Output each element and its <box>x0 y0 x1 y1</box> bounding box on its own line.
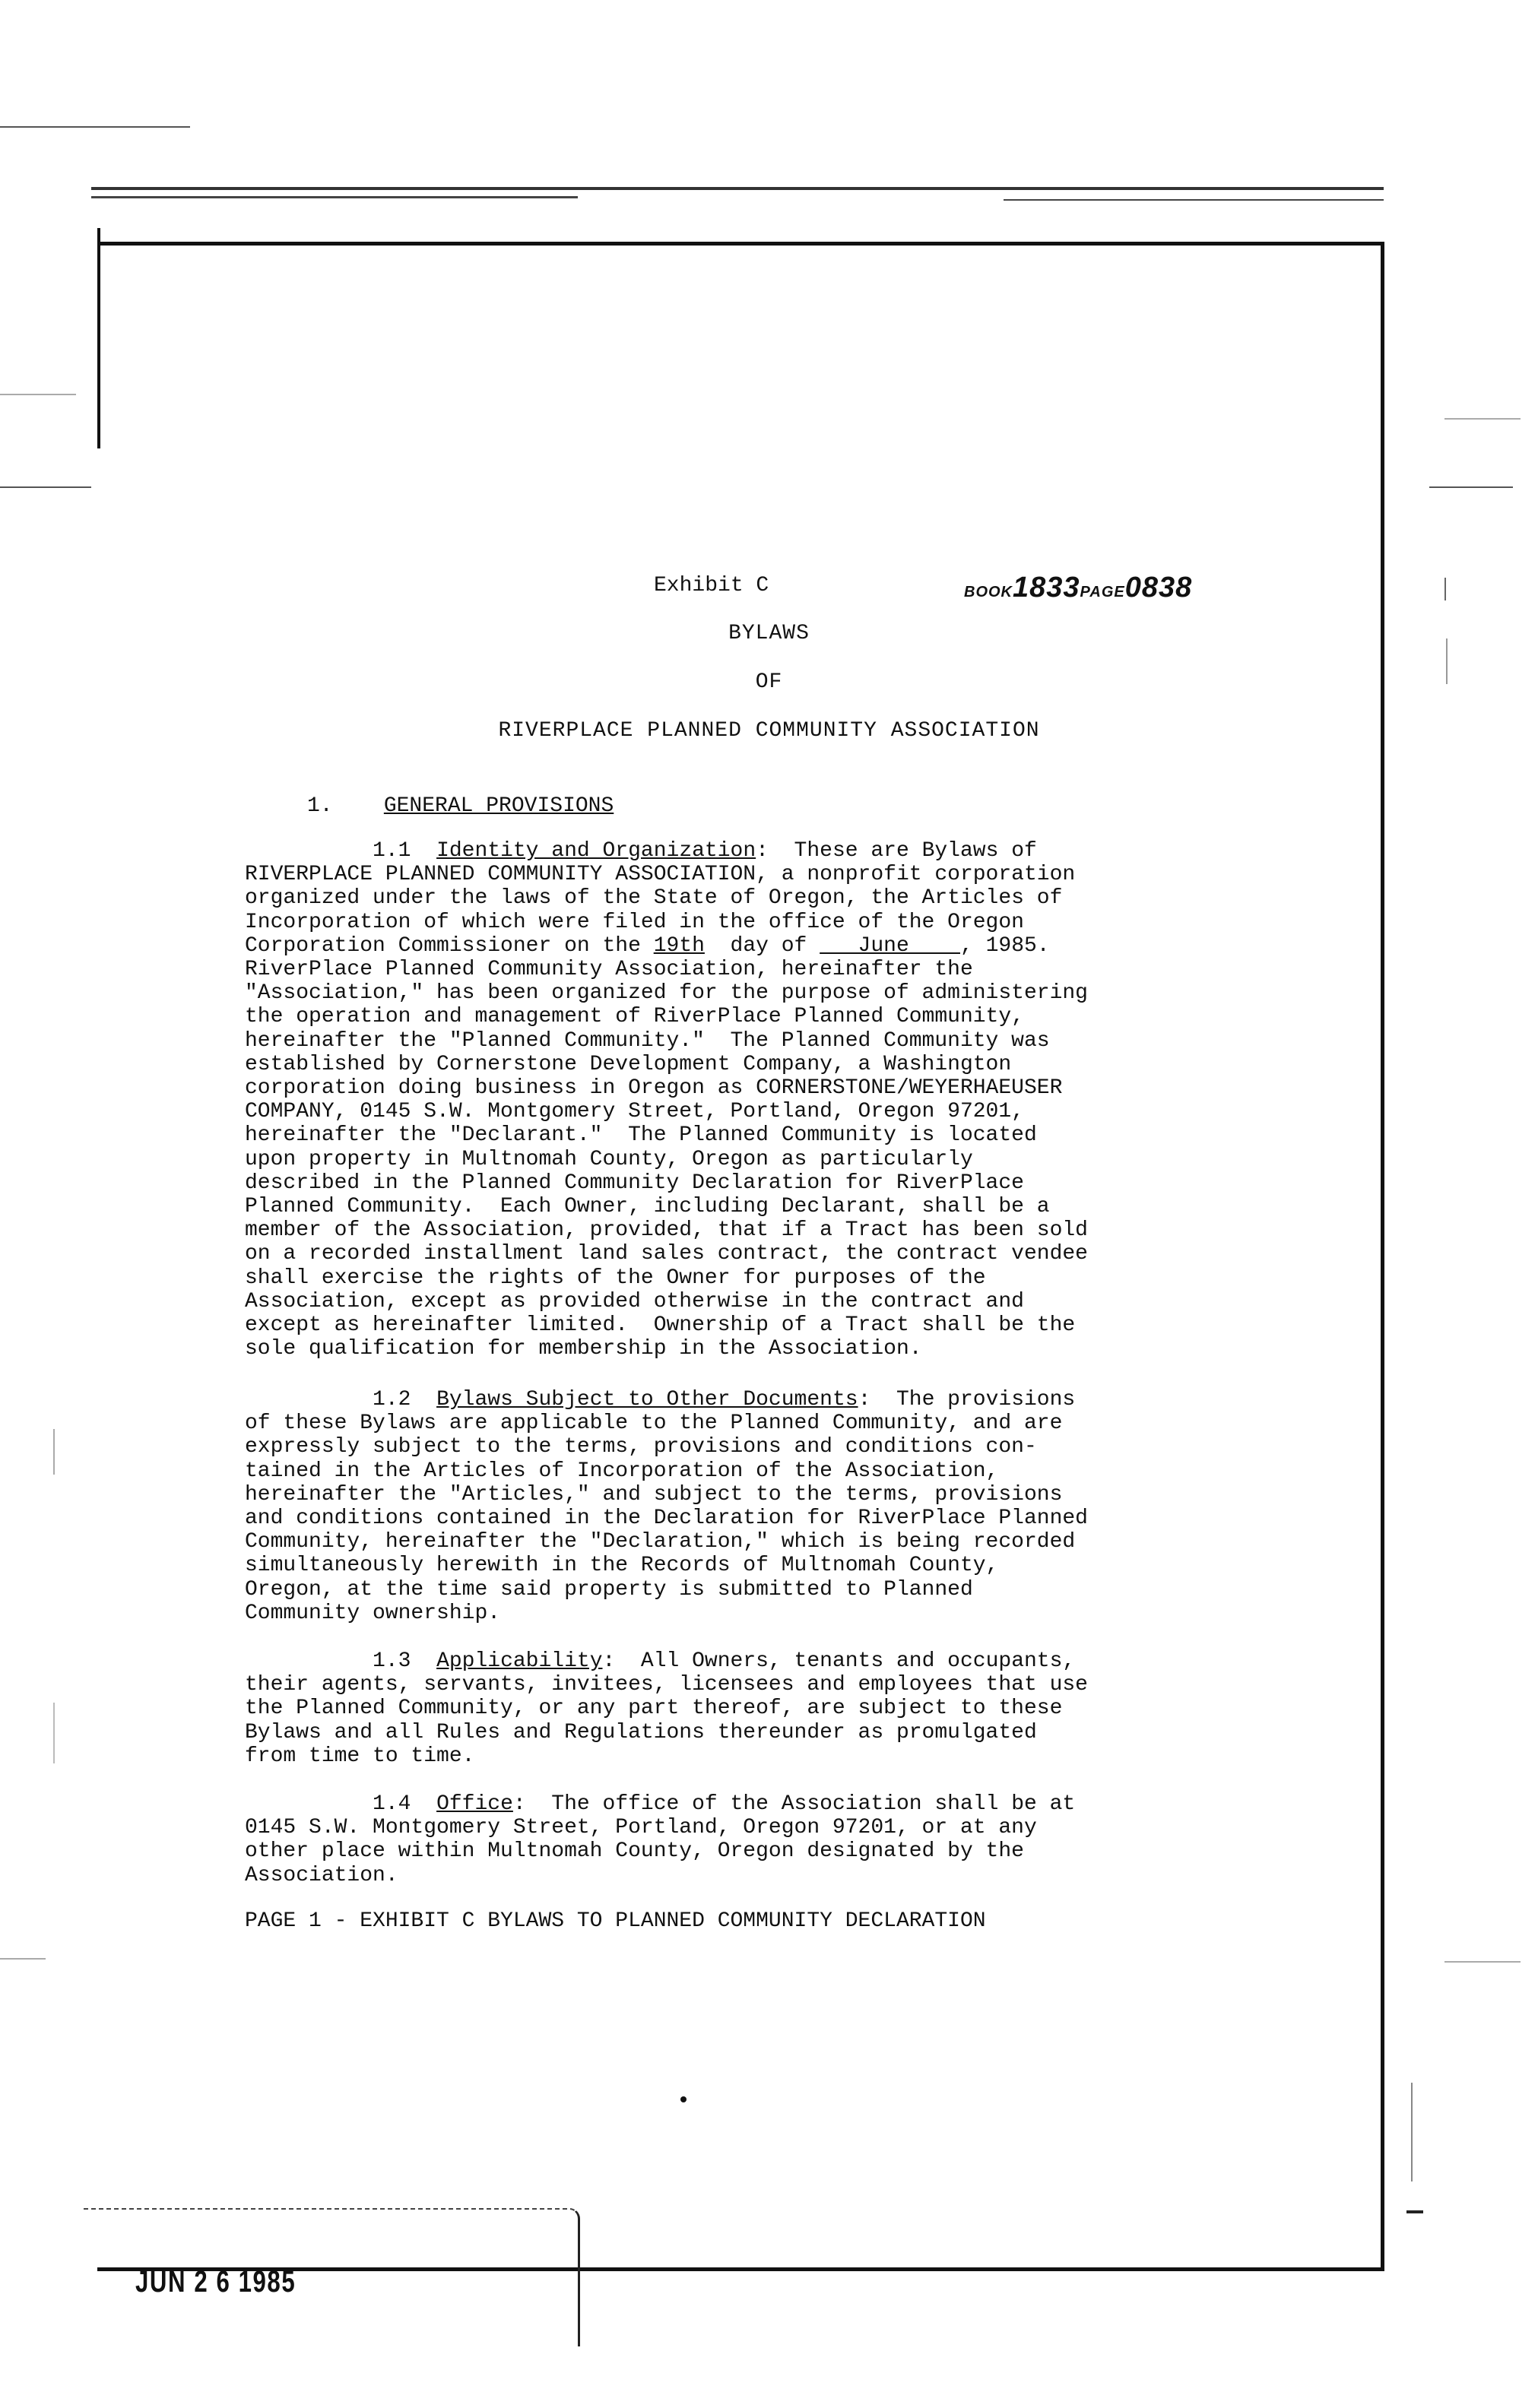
para-text: day of <box>704 933 820 958</box>
para-heading: Bylaws Subject to Other Documents <box>436 1388 858 1412</box>
para-lead: : The office of the Association shall be at <box>512 1792 1076 1816</box>
para-text: of these Bylaws are applicable to the Planned Community, and are expressly subject to the terms, provisions and conditions con- tained in the Articles of Incorporation of the Association, hereinafter the "Articles," and subject to the terms, provisions and conditions contained in the Declaration for RiverPlace Planned Community, hereinafter the "Declaration," which is being recorded simultaneously herewith in the Records of Multnomah County, Oregon, at the time said property is submitted to Planned Community ownership. <box>245 1412 1088 1625</box>
section-heading <box>307 794 614 818</box>
para-text: RiverPlace Planned Community Association, hereinafter the "Association," has been organized for the purpose of administering the operation and management of RiverPlace Planned Community, hereinafter the "Planned Community." The Planned Community was established by Cornerstone Development Company, a Washington corporation doing business in Oregon as CORNERSTONE/WEYERHAEUSER COMPANY, 0145 S.W. Montgomery Street, Portland, Oregon 97201, hereinafter the "Declarant." The Planned Community is located upon property in Multnomah County, Oregon as particularly described in the Planned Community Declaration for RiverPlace Planned Community. Each Owner, including Declarant, shall be a member of the Association, provided, that if a Tract has been sold on a recorded installment land sales contract, the contract vendee shall exercise the rights of the Owner for purposes of the Association, except as provided otherwise in the contract and except as hereinafter limited. Ownership of a Tract shall be the sole qualification for membership in the Association. <box>245 958 1088 1361</box>
filled-month: June <box>820 933 960 958</box>
received-date-stamp: JUN 2 6 1985 <box>135 2265 297 2299</box>
margin-mark <box>0 1958 46 1960</box>
para-number: 1.4 <box>373 1792 411 1816</box>
book-label: BOOK <box>964 584 1013 600</box>
page-frame-left-edge <box>97 228 100 448</box>
title-line-2: OF <box>755 670 783 694</box>
para-number: 1.1 <box>373 839 411 863</box>
scan-artifact-top-2 <box>91 196 578 198</box>
filled-day: 19th <box>653 933 705 958</box>
para-lead: : These are Bylaws of <box>756 839 1037 863</box>
section-number: 1. <box>307 794 333 818</box>
filled-year: , 1985. <box>959 933 1050 958</box>
para-text: their agents, servants, invitees, licensees and employees that use the Planned Community, or any part thereof, are subject to these Bylaws and all Rules and Regulations thereunder as promulgated from time to time. <box>245 1673 1088 1768</box>
paragraph-1-1 <box>245 839 1248 1361</box>
title-line-3: RIVERPLACE PLANNED COMMUNITY ASSOCIATION <box>498 719 1040 743</box>
margin-mark <box>0 486 91 488</box>
para-text: RIVERPLACE PLANNED COMMUNITY ASSOCIATION, a nonprofit corporation organized under the laws of the State of Oregon, the Articles of Incorporation of which were filed in the office of the Oregon Corporation Commissioner on the <box>245 863 1076 958</box>
para-heading: Applicability <box>436 1649 603 1673</box>
title-line-1: BYLAWS <box>728 622 810 645</box>
margin-mark <box>53 1703 55 1763</box>
margin-mark <box>1411 2083 1413 2181</box>
scan-artifact-top-3 <box>1004 199 1384 201</box>
para-heading: Identity and Organization <box>436 839 756 863</box>
para-number: 1.2 <box>373 1388 411 1412</box>
para-lead: : All Owners, tenants and occupants, <box>602 1649 1076 1673</box>
para-heading: Office <box>436 1792 513 1816</box>
para-text: 0145 S.W. Montgomery Street, Portland, Oregon 97201, or at any other place within Multnomah County, Oregon designated by the Association. <box>245 1816 1037 1887</box>
page-footer: PAGE 1 - EXHIBIT C BYLAWS TO PLANNED COMMUNITY DECLARATION <box>245 1909 986 1933</box>
margin-mark <box>0 126 190 128</box>
margin-mark <box>1406 2210 1423 2213</box>
margin-mark <box>53 1429 55 1475</box>
paragraph-1-2 <box>245 1388 1248 1625</box>
book-number: 1833 <box>1013 572 1080 604</box>
scan-artifact-top <box>91 187 1384 190</box>
margin-mark <box>1429 486 1513 488</box>
margin-mark <box>1444 1961 1521 1963</box>
page-number: 0838 <box>1124 572 1193 604</box>
para-number: 1.3 <box>373 1649 411 1673</box>
margin-mark <box>1444 578 1446 600</box>
scan-dot <box>680 2096 687 2102</box>
margin-mark <box>0 394 76 395</box>
margin-mark <box>1444 418 1521 420</box>
paragraph-1-4 <box>245 1792 1248 1887</box>
exhibit-label: Exhibit C <box>654 574 769 597</box>
para-lead: : The provisions <box>858 1388 1076 1412</box>
page-label: PAGE <box>1080 584 1125 600</box>
section-title: GENERAL PROVISIONS <box>383 794 614 818</box>
paragraph-1-3 <box>245 1649 1248 1768</box>
book-page-stamp <box>964 572 1192 604</box>
